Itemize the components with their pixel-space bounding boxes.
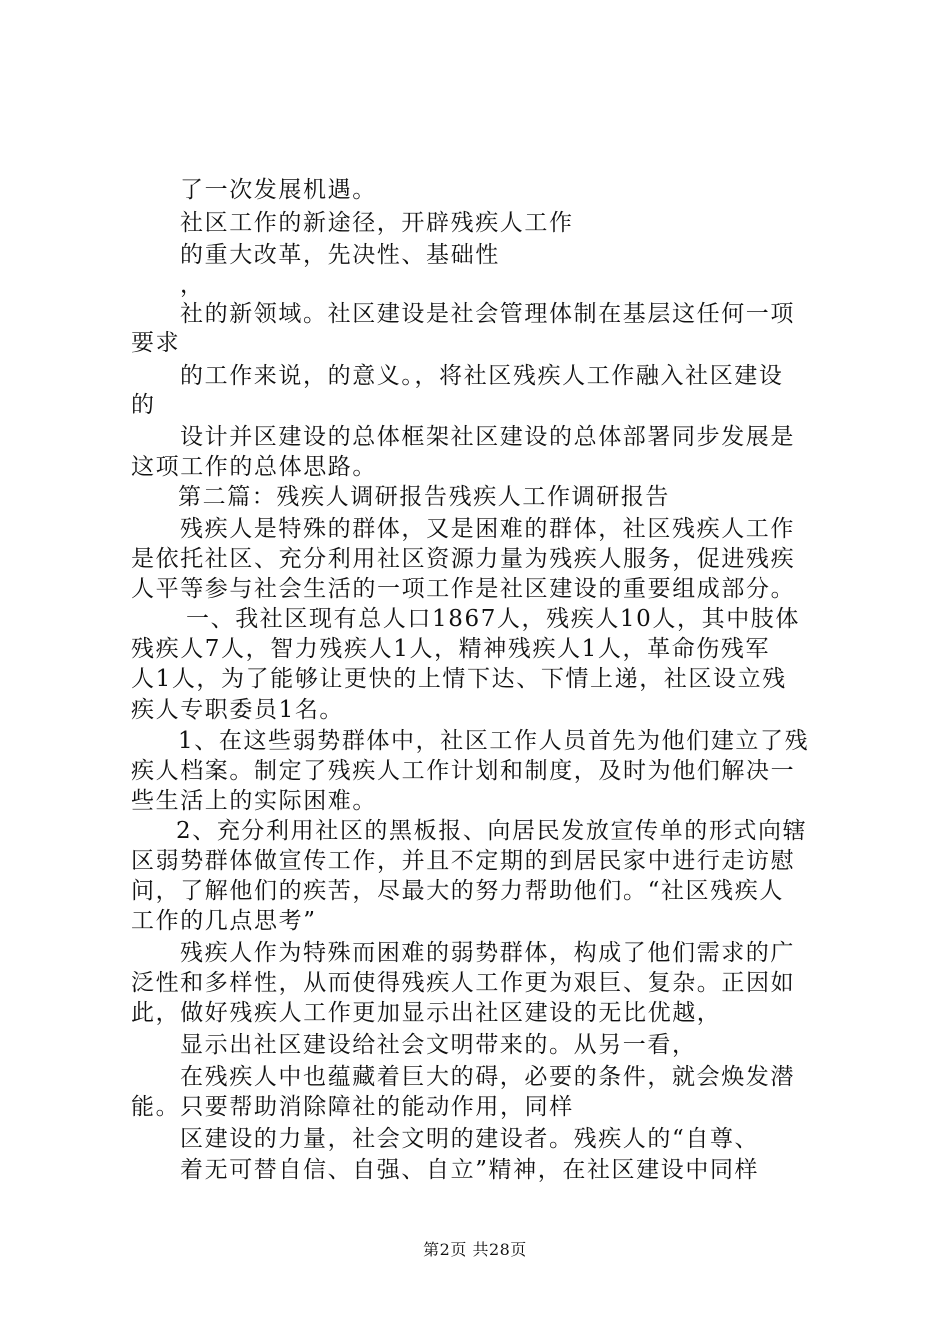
text-line: 了一次发展机遇。 <box>180 177 377 203</box>
text-line: 2、充分利用社区的黑板报、向居民发放宣传单的形式向辖 <box>176 818 808 844</box>
text-line: 问，了解他们的疾苦，尽最大的努力帮助他们。“社区残疾人 <box>131 878 784 904</box>
text-line: 些生活上的实际困难。 <box>131 788 377 814</box>
text-line: 残疾人7人，智力残疾人1人，精神残疾人1人，革命伤残军 <box>131 636 771 662</box>
text-line: 一、我社区现有总人口1867人，残疾人10人，其中肢体 <box>186 606 800 632</box>
text-line: 的工作来说，的意义。，将社区残疾人工作融入社区建设 <box>180 363 784 389</box>
text-line: 显示出社区建设给社会文明带来的。从另一看， <box>180 1032 697 1058</box>
text-line: 工作的几点思考” <box>131 908 317 934</box>
text-line: 1、在这些弱势群体中，社区工作人员首先为他们建立了残 <box>178 728 810 754</box>
text-line: 残疾人作为特殊而困难的弱势群体，构成了他们需求的广 <box>180 940 795 966</box>
text-line: 要求 <box>131 330 181 356</box>
text-line: 能。只要帮助消除障社的能动作用，同样 <box>131 1094 574 1120</box>
text-line: 疾人专职委员1名。 <box>131 697 345 723</box>
text-line: 这项工作的总体思路。 <box>131 454 377 480</box>
section-heading: 第二篇：残疾人调研报告残疾人工作调研报告 <box>178 484 670 510</box>
page-footer: 第2页 共28页 <box>423 1240 527 1259</box>
text-line: 是依托社区、充分利用社区资源力量为残疾人服务，促进残疾 <box>131 546 796 572</box>
text-line: 区弱势群体做宣传工作，并且不定期的到居民家中进行走访慰 <box>131 848 796 874</box>
text-line: 设计并区建设的总体框架社区建设的总体部署同步发展是 <box>180 424 795 450</box>
text-line: 此，做好残疾人工作更加显示出社区建设的无比优越， <box>131 1000 722 1026</box>
text-line: 的重大改革，先决性、基础性 <box>180 242 500 268</box>
text-line: 社区工作的新途径，开辟残疾人工作 <box>180 210 574 236</box>
text-line: 人平等参与社会生活的一项工作是社区建设的重要组成部分。 <box>131 576 796 602</box>
text-line: 疾人档案。制定了残疾人工作计划和制度，及时为他们解决一 <box>131 758 796 784</box>
text-line: 残疾人是特殊的群体，又是困难的群体，社区残疾人工作 <box>180 516 795 542</box>
text-line: 在残疾人中也蕴藏着巨大的碍，必要的条件，就会焕发潜 <box>180 1064 795 1090</box>
text-line: 着无可替自信、自强、自立”精神，在社区建设中同样 <box>180 1157 760 1183</box>
text-line: 的 <box>131 392 156 418</box>
text-line: ， <box>180 272 205 298</box>
text-line: 人1人，为了能够让更快的上情下达、下情上递，社区设立残 <box>131 666 787 692</box>
text-line: 区建设的力量，社会文明的建设者。残疾人的“自尊、 <box>180 1126 760 1152</box>
text-line: 泛性和多样性，从而使得残疾人工作更为艰巨、复杂。正因如 <box>131 970 796 996</box>
text-line: 社的新领域。社区建设是社会管理体制在基层这任何一项 <box>180 301 795 327</box>
